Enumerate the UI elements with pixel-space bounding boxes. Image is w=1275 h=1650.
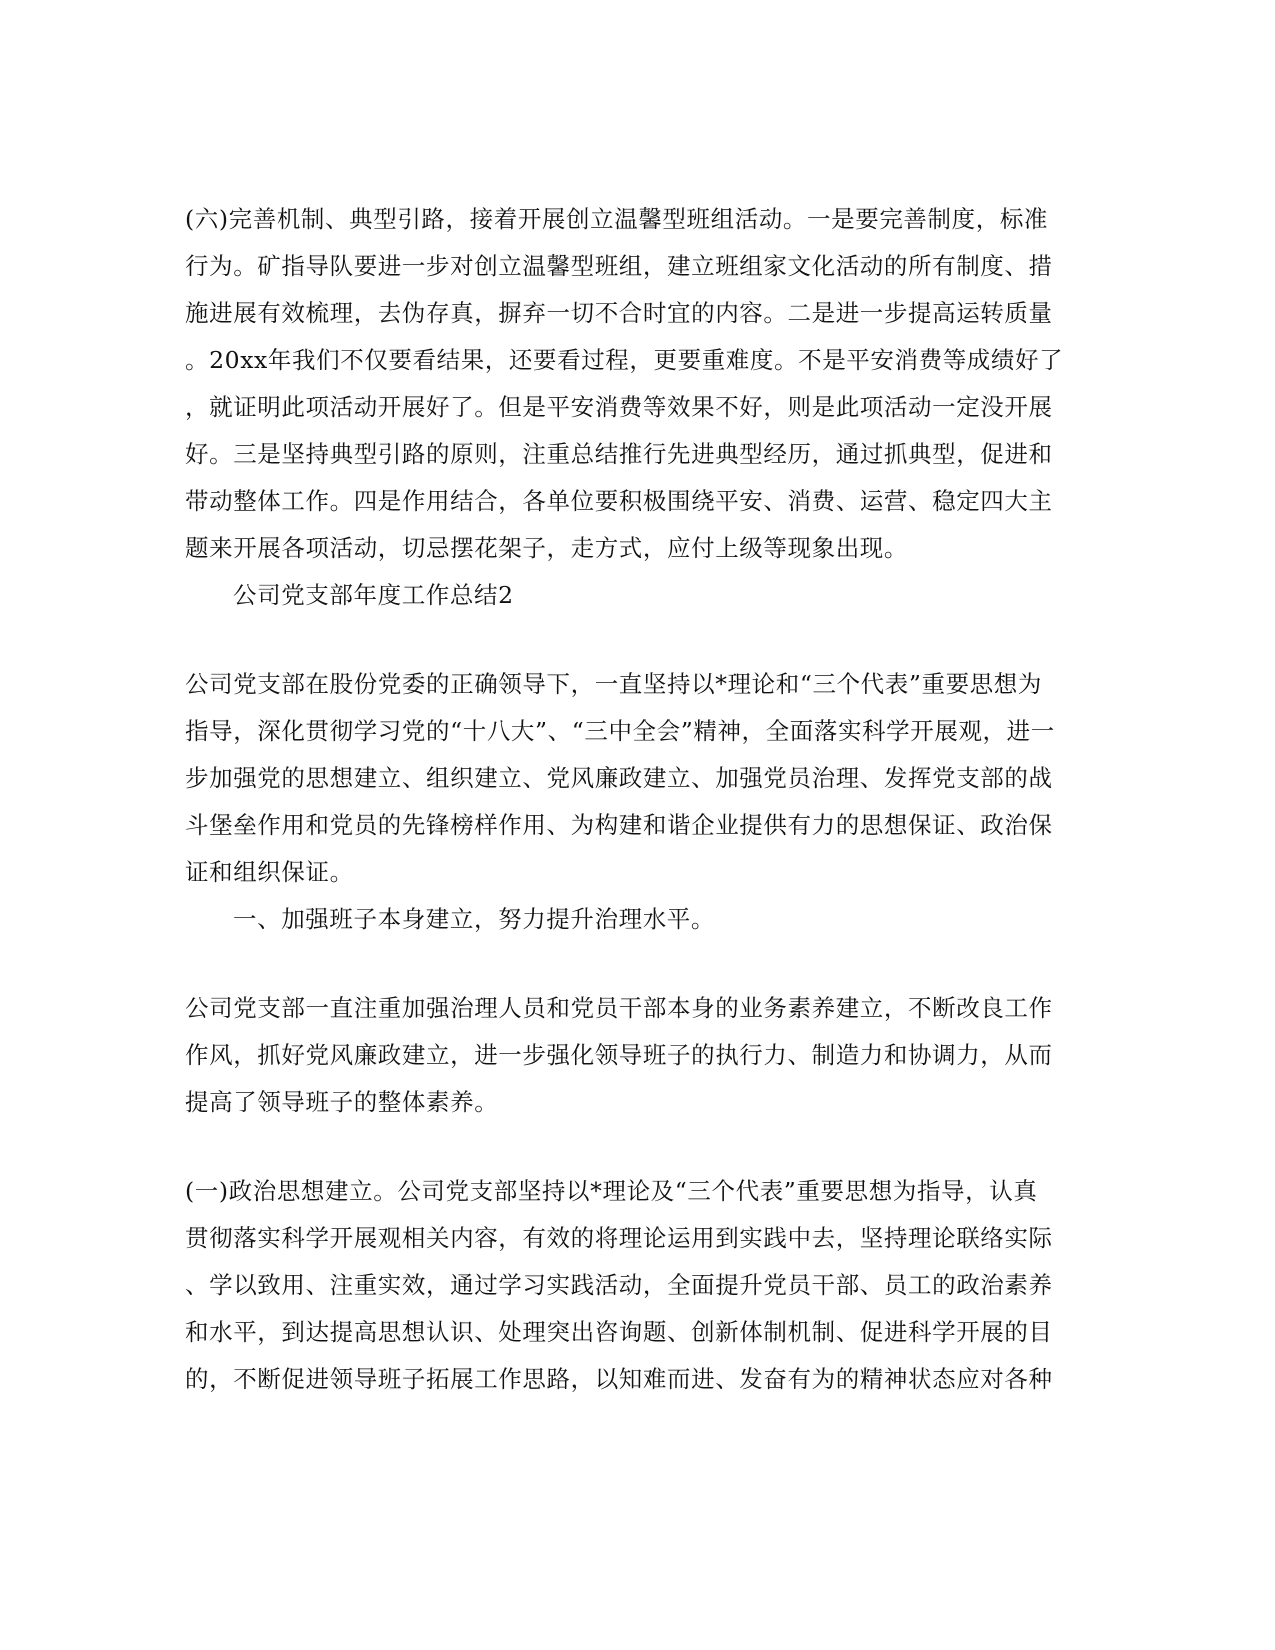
- political-line-3: 、学以致用、注重实效，通过学习实践活动，全面提升党员干部、员工的政治素养: [185, 1271, 1053, 1299]
- leadership-line-2: 作风，抓好党风廉政建立，进一步强化领导班子的执行力、制造力和协调力，从而: [185, 1041, 1053, 1069]
- paragraph-6-line-5: ，就证明此项活动开展好了。但是平安消费等效果不好，则是此项活动一定没开展: [185, 393, 1053, 421]
- intro-line-2: 指导，深化贯彻学习党的“十八大”、“三中全会”精神，全面落实科学开展观，进一: [185, 717, 1055, 745]
- paragraph-6-line-7: 带动整体工作。四是作用结合，各单位要积极围绕平安、消费、运营、稳定四大主: [185, 487, 1053, 515]
- intro-line-5: 证和组织保证。: [185, 858, 354, 886]
- section-heading: 公司党支部年度工作总结2: [233, 581, 514, 609]
- paragraph-6-line-4: 。20xx年我们不仅要看结果，还要看过程，更要重难度。不是平安消费等成绩好了: [185, 346, 1064, 374]
- paragraph-6-line-6: 好。三是坚持典型引路的原则，注重总结推行先进典型经历，通过抓典型，促进和: [185, 440, 1053, 468]
- subheading-1: 一、加强班子本身建立，努力提升治理水平。: [233, 905, 715, 933]
- paragraph-6-line-1: (六)完善机制、典型引路，接着开展创立温馨型班组活动。一是要完善制度，标准: [185, 205, 1049, 233]
- leadership-line-1: 公司党支部一直注重加强治理人员和党员干部本身的业务素养建立，不断改良工作: [185, 994, 1053, 1022]
- intro-line-1: 公司党支部在股份党委的正确领导下，一直坚持以*理论和“三个代表”重要思想为: [185, 670, 1042, 698]
- political-line-4: 和水平，到达提高思想认识、处理突出咨询题、创新体制机制、促进科学开展的目: [185, 1318, 1053, 1346]
- political-line-1: (一)政治思想建立。公司党支部坚持以*理论及“三个代表”重要思想为指导，认真: [185, 1177, 1038, 1205]
- paragraph-6-line-3: 施进展有效梳理，去伪存真，摒弃一切不合时宜的内容。二是进一步提高运转质量: [185, 299, 1053, 327]
- paragraph-6-line-8: 题来开展各项活动，切忌摆花架子，走方式，应付上级等现象出现。: [185, 534, 908, 562]
- political-line-5: 的，不断促进领导班子拓展工作思路，以知难而进、发奋有为的精神状态应对各种: [185, 1365, 1053, 1393]
- intro-line-3: 步加强党的思想建立、组织建立、党风廉政建立、加强党员治理、发挥党支部的战: [185, 764, 1053, 792]
- paragraph-6-line-2: 行为。矿指导队要进一步对创立温馨型班组，建立班组家文化活动的所有制度、措: [185, 252, 1053, 280]
- intro-line-4: 斗堡垒作用和党员的先锋榜样作用、为构建和谐企业提供有力的思想保证、政治保: [185, 811, 1053, 839]
- leadership-line-3: 提高了领导班子的整体素养。: [185, 1088, 499, 1116]
- political-line-2: 贯彻落实科学开展观相关内容，有效的将理论运用到实践中去，坚持理论联络实际: [185, 1224, 1053, 1252]
